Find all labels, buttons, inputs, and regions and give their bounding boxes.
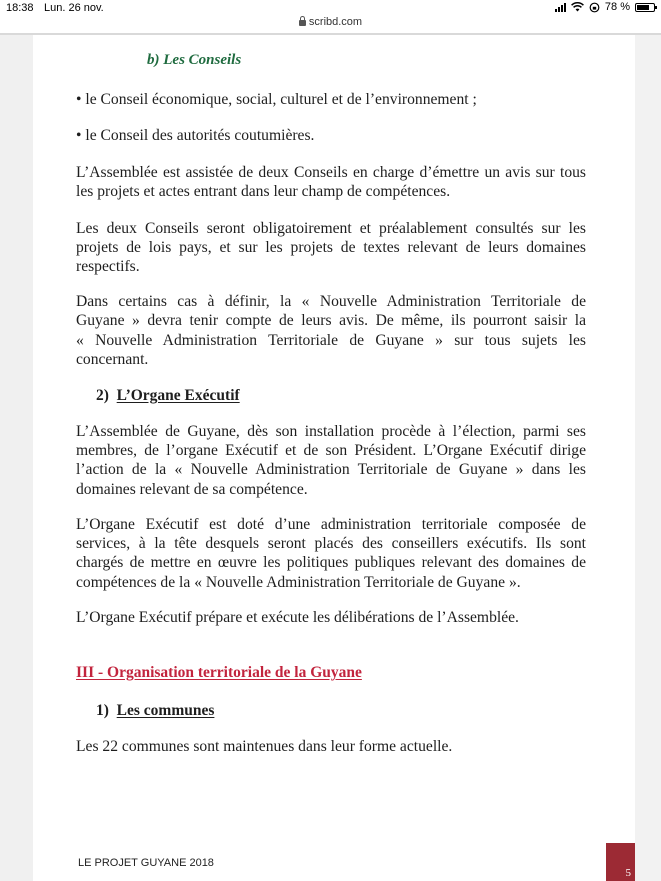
address-bar[interactable] <box>0 16 661 32</box>
rotation-lock-icon <box>589 2 600 13</box>
section-heading-organe-executif: 2) L’Organe Exécutif <box>96 387 240 404</box>
paragraph-line: « Nouvelle Administration Territoriale de Guyane » sur tous sujets les <box>76 332 586 349</box>
paragraph-line: l’action de la « Nouvelle Administration Territoriale de Guyane » dans les <box>76 461 586 478</box>
paragraph-line: Dans certains cas à définir, la « Nouvelle Administration Territoriale de <box>76 293 586 310</box>
paragraph-line: respectifs. <box>76 258 140 275</box>
viewer-right-margin <box>635 35 661 881</box>
status-bar <box>0 0 661 17</box>
status-icons <box>555 1 655 13</box>
paragraph-line: L’Assemblée est assistée de deux Conseils en charge d’émettre un avis sur tous <box>76 164 586 181</box>
section-heading-conseils: b) Les Conseils <box>147 52 242 68</box>
page-footer: LE PROJET GUYANE 2018 <box>78 857 214 869</box>
viewer-left-margin <box>0 35 33 881</box>
list-item: • le Conseil des autorités coutumières. <box>76 127 315 144</box>
paragraph-line: concernant. <box>76 351 149 368</box>
paragraph-line: L’Organe Exécutif est doté d’une administration territoriale composée de <box>76 516 586 533</box>
paragraph-line: membres, de l’organe Exécutif et de son Président. L’Organe Exécutif dirige <box>76 442 586 459</box>
signal-icon <box>555 2 566 12</box>
list-item: • le Conseil économique, social, culturel et de l’environnement ; <box>76 91 477 108</box>
battery-percent: 78 % <box>604 1 630 13</box>
lock-icon <box>299 20 306 26</box>
wifi-icon <box>571 2 584 12</box>
paragraph-line: domaines relevant de sa compétence. <box>76 481 308 498</box>
paragraph-line: Les deux Conseils seront obligatoirement et préalablement consultés sur les <box>76 220 586 237</box>
paragraph-line: projets de lois pays, et sur les projets de textes relevant de leurs domaines <box>76 239 586 256</box>
date: Lun. 26 nov. <box>44 2 104 14</box>
clock: 18:38 <box>6 2 34 14</box>
paragraph-line: services, à la tête desquels seront placés des conseillers exécutifs. Ils sont <box>76 535 586 552</box>
paragraph-line: Guyane » devra tenir compte de leurs avis. De même, ils pourront saisir la <box>76 312 586 329</box>
paragraph-line: compétences de la « Nouvelle Administration Territoriale de Guyane ». <box>76 574 521 591</box>
page-number: 5 <box>625 867 631 879</box>
paragraph-line: L’Assemblée de Guyane, dès son installation procède à l’élection, parmi ses <box>76 423 586 440</box>
battery-icon <box>635 3 655 12</box>
section-heading-organisation-territoriale: III - Organisation territoriale de la Guyane <box>76 664 362 681</box>
paragraph-line: chargés de mettre en œuvre les politiques publiques relevant des domaines de <box>76 554 586 571</box>
paragraph-line: L’Organe Exécutif prépare et exécute les délibérations de l’Assemblée. <box>76 609 519 626</box>
paragraph-line: les projets et actes entrant dans leur champ de compétences. <box>76 183 451 200</box>
paragraph-line: Les 22 communes sont maintenues dans leur forme actuelle. <box>76 738 453 755</box>
url-text: scribd.com <box>308 16 363 29</box>
section-heading-communes: 1) Les communes <box>96 702 215 719</box>
page-number-box <box>606 843 635 881</box>
